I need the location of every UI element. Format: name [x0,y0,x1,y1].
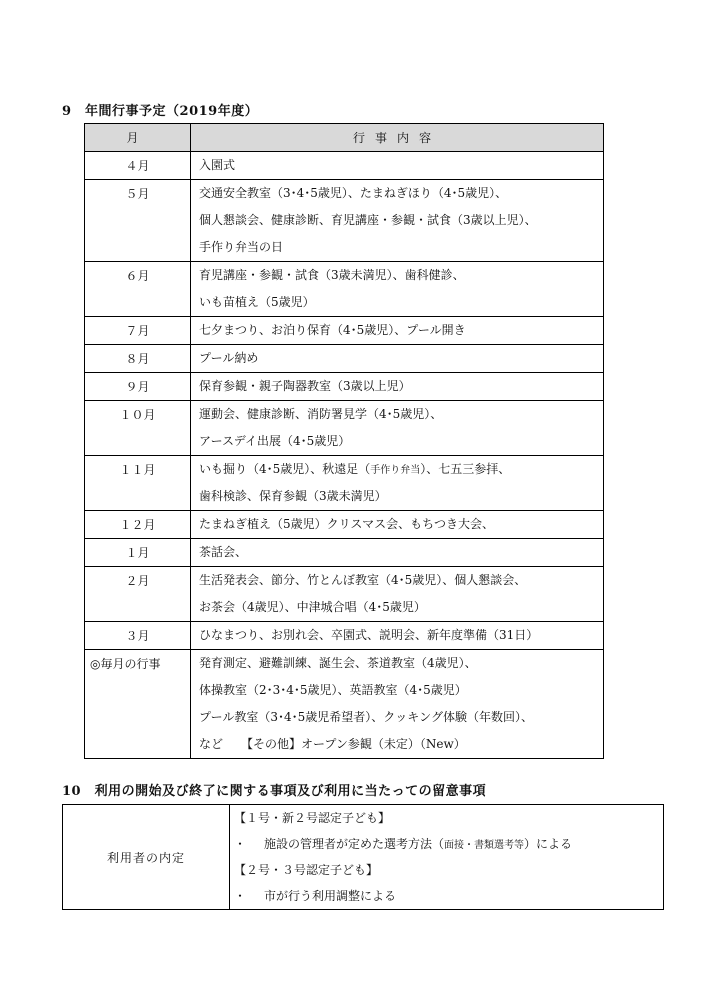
month-cell: ◎毎月の行事 [85,650,191,759]
content-line: 七夕まつり、お泊り保育（4･5歳児）、プール開き [199,323,466,337]
usage-table [62,804,664,910]
table-row [85,317,604,345]
annual-schedule-table [84,123,604,759]
table-row [85,401,604,456]
content-cell [191,152,604,180]
content-text: 施設の管理者が定めた選考方法（ [264,837,445,851]
table-row [85,456,604,511]
table-row [85,345,604,373]
month-cell: ９月 [85,373,191,401]
content-line: 育児講座・参観・試食（3歳未満児）、歯科健診、 [199,268,465,282]
content-text: ）による [524,837,573,851]
table-row [85,152,604,180]
content-line: ひなまつり、お別れ会、卒園式、説明会、新年度準備（31日） [199,628,539,642]
content-line: お茶会（4歳児）、中津城合唱（4･5歳児） [199,600,426,614]
table-row [85,539,604,567]
content-line: プール教室（3･4･5歳児希望者）、クッキング体験（年数回）、 [199,710,533,724]
table-row [85,262,604,317]
table-row [85,622,604,650]
table-row [63,805,664,910]
content-line: など 【その他】オープン参観（未定）（New） [199,737,466,751]
content-line: 歯科検診、保育参観（3歳未満児） [199,489,387,503]
month-cell: １月 [85,539,191,567]
content-small-text: 手作り弁当 [370,465,421,476]
content-cell [191,345,604,373]
bullet: ・ [234,837,247,851]
content-cell [191,456,604,511]
content-cell [191,567,604,622]
header-content: 行事内容 [191,124,604,152]
content-line: 保育参観・親子陶器教室（3歳以上児） [199,379,411,393]
content-cell [191,373,604,401]
table-row [85,567,604,622]
section-10-heading: 10 利用の開始及び終了に関する事項及び利用に当たっての留意事項 [62,784,487,799]
content-line [234,883,663,909]
content-line: 運動会、健康診断、消防署見学（4･5歳児）、 [199,407,443,421]
content-line [234,857,663,883]
content-small-text: 面接・書類選考等 [444,840,525,851]
content-line: 入園式 [199,158,236,172]
content-line: 生活発表会、節分、竹とんぼ教室（4･5歳児）、個人懇談会、 [199,573,527,587]
content-cell [191,180,604,262]
month-cell: ３月 [85,622,191,650]
content-line [234,805,663,831]
bullet: ・ [234,889,247,903]
content-text: ）、七五三参拝、 [420,462,511,476]
content-cell [191,511,604,539]
content-cell [191,539,604,567]
content-line: 体操教室（2･3･4･5歳児）、英語教室（4･5歳児） [199,683,467,697]
usage-content-cell [230,805,664,910]
content-line: アースデイ出展（4･5歳児） [199,434,351,448]
month-cell: １０月 [85,401,191,456]
table-row [85,511,604,539]
month-cell: ７月 [85,317,191,345]
content-text: 【２号・３号認定子ども】 [234,863,379,877]
content-line: 個人懇談会、健康診断、育児講座・参観・試食（3歳以上児）、 [199,213,537,227]
month-cell: ６月 [85,262,191,317]
content-cell [191,262,604,317]
table-row [85,650,604,759]
table-row [85,180,604,262]
content-line: 交通安全教室（3･4･5歳児）、たまねぎほり（4･5歳児）、 [199,186,508,200]
table-row [85,373,604,401]
content-line: プール納め [199,351,259,365]
content-line: たまねぎ植え（5歳児）クリスマス会、もちつき大会、 [199,517,495,531]
month-cell: １１月 [85,456,191,511]
content-text: いも掘り（4･5歳児）、秋遠足（ [199,462,371,476]
content-line: 手作り弁当の日 [199,240,284,254]
content-line [234,831,663,857]
month-cell: ８月 [85,345,191,373]
content-line: いも苗植え（5歳児） [199,295,315,309]
month-cell: ５月 [85,180,191,262]
content-line [199,456,603,483]
content-text: 【１号・新２号認定子ども】 [234,811,391,825]
month-cell: ２月 [85,567,191,622]
content-line: 発育測定、避難訓練、誕生会、茶道教室（4歳児）、 [199,656,477,670]
month-cell: １２月 [85,511,191,539]
usage-label-cell: 利用者の内定 [63,805,230,910]
content-cell [191,622,604,650]
content-cell [191,317,604,345]
content-text: 市が行う利用調整による [264,889,397,903]
header-month: 月 [85,124,191,152]
table-header-row [85,124,604,152]
section-9-heading: 9 年間行事予定（2019年度） [62,104,259,119]
content-cell [191,401,604,456]
content-line: 茶話会、 [199,545,248,559]
content-cell [191,650,604,759]
month-cell: ４月 [85,152,191,180]
